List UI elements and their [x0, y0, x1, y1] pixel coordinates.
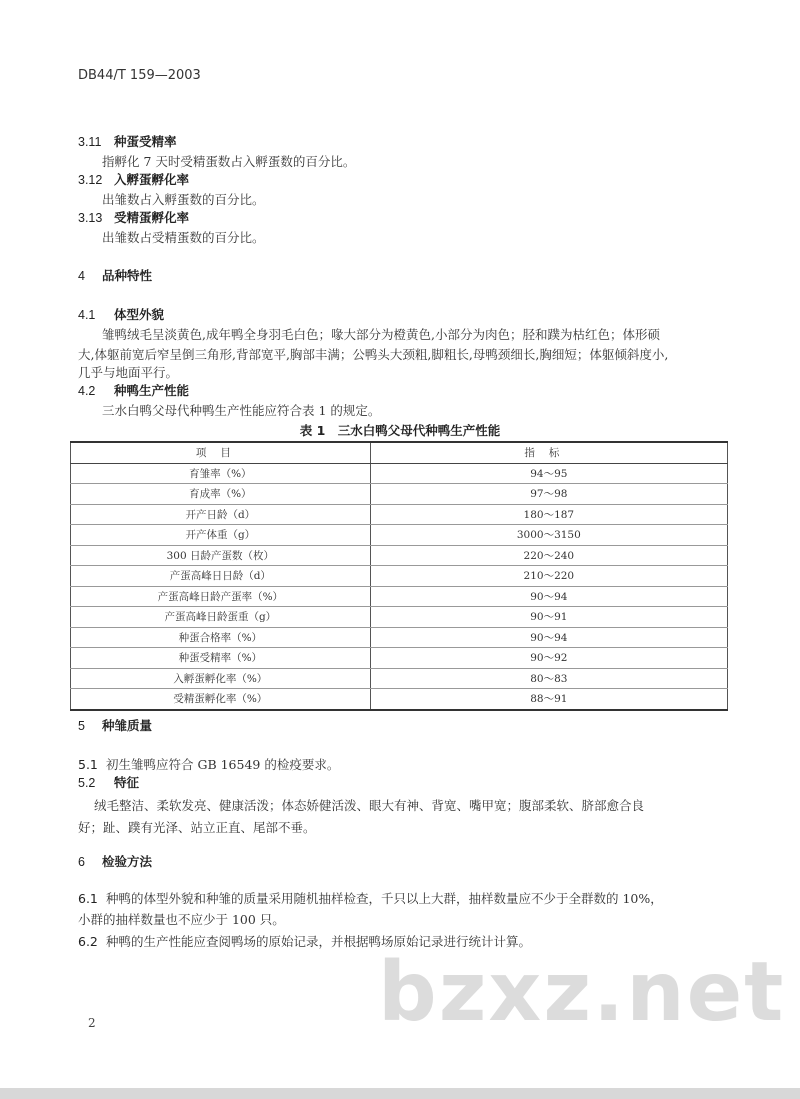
table-cell-item: 受精蛋孵化率（%）	[71, 689, 371, 710]
section-4-heading	[78, 266, 152, 284]
section-6-heading	[78, 852, 152, 870]
column-header-item: 项目	[71, 442, 371, 463]
section-number: 3.12	[78, 173, 103, 187]
table-row	[71, 607, 728, 628]
page-number: 2	[88, 1016, 96, 1030]
doc-code-header: DB44/T 159—2003	[78, 68, 201, 83]
section-number: 6	[78, 855, 85, 869]
section-4-1-line2: 大,体躯前宽后窄呈倒三角形,背部宽平,胸部丰满；公鸭头大颈粗,脚粗长,母鸭颈细长,胸细短；体躯倾斜度小,	[78, 347, 669, 362]
section-4-2-heading	[78, 381, 189, 399]
table-cell-item: 开产体重（g）	[71, 525, 371, 546]
section-number: 5.2	[78, 776, 96, 790]
section-6-1-text: 种鸭的体型外貌和种雏的质量采用随机抽样检查，千只以上大群，抽样数量应不少于全群数的 10%，	[105, 891, 663, 906]
table-row	[71, 689, 728, 710]
section-5-2-heading	[78, 773, 139, 791]
section-number: 6.1	[78, 891, 98, 906]
table-cell-item: 种蛋合格率（%）	[71, 627, 371, 648]
table-row	[71, 586, 728, 607]
table-cell-item: 育雏率（%）	[71, 463, 371, 484]
section-number: 4.1	[78, 308, 96, 322]
table-cell-value: 90～91	[370, 607, 727, 628]
table-row	[71, 484, 728, 505]
section-4-1-heading	[78, 305, 164, 323]
section-title: 体型外貌	[113, 307, 164, 322]
section-title: 入孵蛋孵化率	[113, 172, 189, 187]
section-5-2-line2: 好；趾、蹼有光泽、站立正直、尾部不垂。	[78, 820, 316, 835]
section-number: 6.2	[78, 934, 98, 949]
section-3-11-text: 指孵化 7 天时受精蛋数占入孵蛋数的百分比。	[102, 154, 356, 169]
table-cell-item: 入孵蛋孵化率（%）	[71, 668, 371, 689]
table-row	[71, 648, 728, 669]
table-row	[71, 668, 728, 689]
section-4-2-text: 三水白鸭父母代种鸭生产性能应符合表 1 的规定。	[102, 403, 381, 418]
section-5-1	[78, 755, 339, 773]
section-4-1-line3: 几乎与地面平行。	[78, 365, 179, 380]
section-5-1-text: 初生雏鸭应符合 GB 16549 的检疫要求。	[105, 757, 340, 772]
section-title: 特征	[113, 775, 139, 790]
table-cell-value: 90～94	[370, 627, 727, 648]
table-cell-item: 产蛋高峰日龄蛋重（g）	[71, 607, 371, 628]
table-cell-value: 80～83	[370, 668, 727, 689]
table-cell-item: 育成率（%）	[71, 484, 371, 505]
section-3-12-text: 出雏数占入孵蛋数的百分比。	[102, 192, 265, 207]
section-3-11-heading	[78, 132, 177, 150]
table-cell-value: 88～91	[370, 689, 727, 710]
section-4-1-line1: 雏鸭绒毛呈淡黄色,成年鸭全身羽毛白色；喙大部分为橙黄色,小部分为肉色；胫和蹼为枯红色；体形硕	[102, 327, 660, 342]
section-3-13-text: 出雏数占受精蛋数的百分比。	[102, 230, 265, 245]
table-cell-value: 90～94	[370, 586, 727, 607]
table-cell-value: 210～220	[370, 566, 727, 587]
section-number: 5	[78, 719, 85, 733]
section-number: 5.1	[78, 757, 98, 772]
section-6-2-text: 种鸭的生产性能应查阅鸭场的原始记录，并根据鸭场原始记录进行统计计算。	[105, 934, 531, 949]
column-header-value: 指标	[370, 442, 727, 463]
section-number: 3.11	[78, 135, 102, 149]
section-6-1-line1	[78, 889, 663, 907]
section-title: 品种特性	[101, 268, 152, 283]
table-cell-value: 3000～3150	[370, 525, 727, 546]
table-cell-value: 97～98	[370, 484, 727, 505]
section-title: 种雏质量	[101, 718, 152, 733]
table-row	[71, 504, 728, 525]
table-caption: 表 1 三水白鸭父母代种鸭生产性能	[299, 423, 501, 438]
section-3-12-heading	[78, 170, 189, 188]
section-title: 种鸭生产性能	[113, 383, 189, 398]
performance-table	[70, 441, 728, 711]
table-row	[71, 545, 728, 566]
section-5-heading	[78, 716, 152, 734]
table-cell-value: 94～95	[370, 463, 727, 484]
table-cell-item: 种蛋受精率（%）	[71, 648, 371, 669]
section-title: 检验方法	[101, 854, 152, 869]
table-row	[71, 566, 728, 587]
section-3-13-heading	[78, 208, 189, 226]
table-row	[71, 463, 728, 484]
table-cell-item: 产蛋高峰日龄产蛋率（%）	[71, 586, 371, 607]
table-cell-item: 产蛋高峰日日龄（d）	[71, 566, 371, 587]
table-cell-item: 开产日龄（d）	[71, 504, 371, 525]
table-cell-value: 90～92	[370, 648, 727, 669]
table-row	[71, 525, 728, 546]
section-title: 受精蛋孵化率	[113, 210, 189, 225]
section-5-2-line1: 绒毛整洁、柔软发亮、健康活泼；体态娇健活泼、眼大有神、背宽、嘴甲宽；腹部柔软、脐部愈合良	[94, 798, 645, 813]
table-cell-value: 180～187	[370, 504, 727, 525]
section-number: 3.13	[78, 211, 103, 225]
section-title: 种蛋受精率	[113, 134, 177, 149]
table-header-row	[71, 442, 728, 463]
section-6-1-line2: 小群的抽样数量也不应少于 100 只。	[78, 912, 285, 927]
section-number: 4.2	[78, 384, 96, 398]
table-cell-value: 220～240	[370, 545, 727, 566]
watermark: bzxz.net	[378, 945, 786, 1040]
section-number: 4	[78, 269, 85, 283]
scan-edge	[0, 1088, 800, 1099]
table-row	[71, 627, 728, 648]
table-cell-item: 300 日龄产蛋数（枚）	[71, 545, 371, 566]
